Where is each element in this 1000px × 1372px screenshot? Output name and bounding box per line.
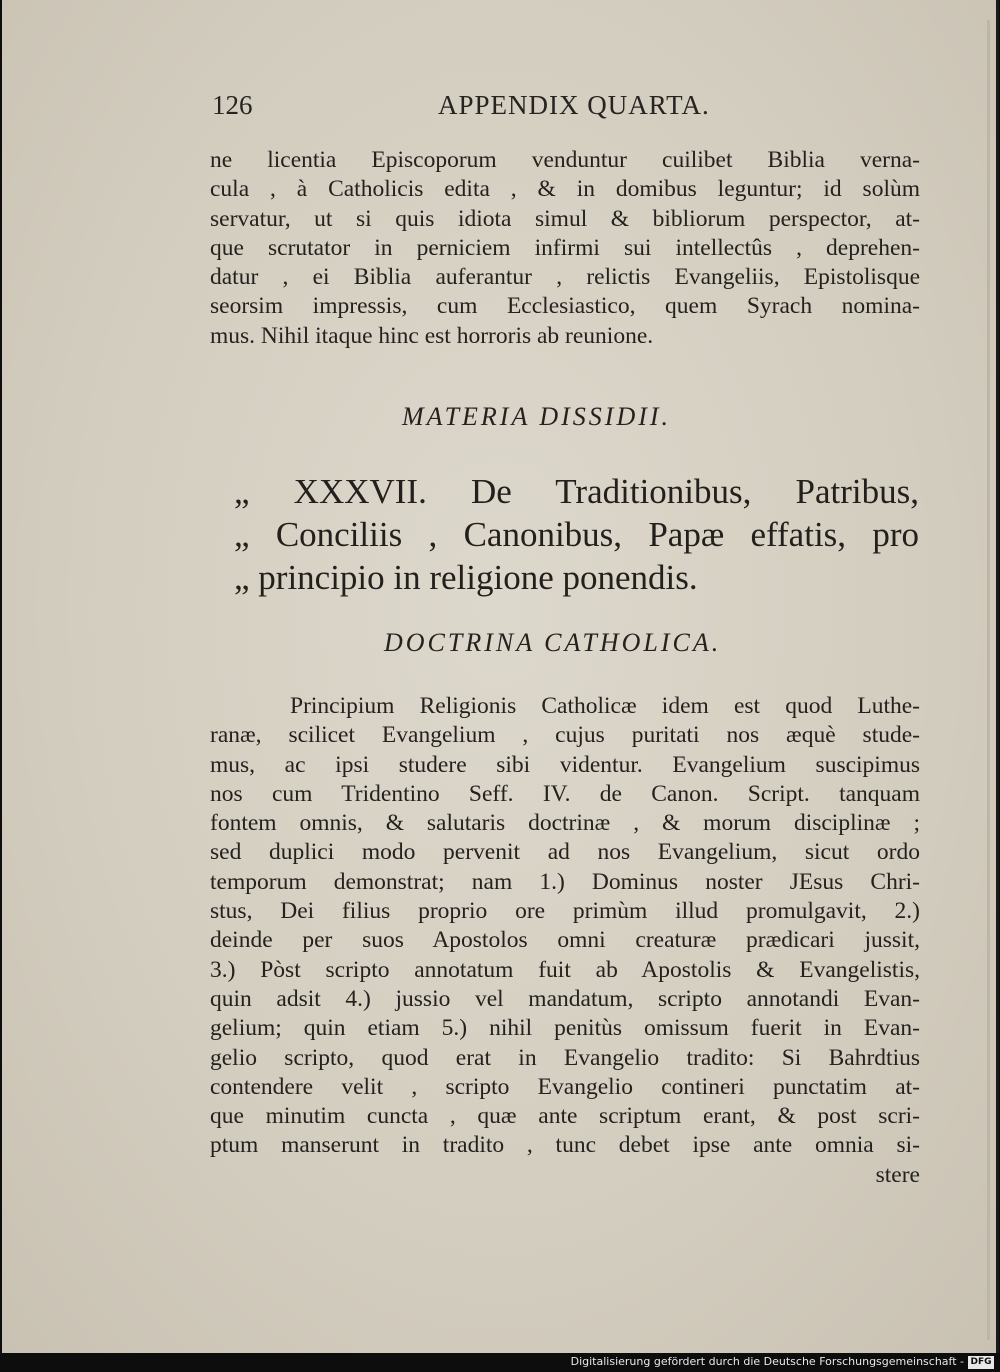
text-line: gelium; quin etiam 5.) nihil penitùs omissum fuerit in Evan-	[210, 1015, 920, 1042]
text-line: datur , ei Biblia auferantur , relictis Evangeliis, Epistolisque	[210, 264, 920, 291]
text-line: mus. Nihil itaque hinc est horroris ab reunione.	[210, 322, 654, 349]
text-line: seorsim impressis, cum Ecclesiastico, quem Syrach nomina-	[210, 293, 920, 320]
text-line: mus, ac ipsi studere sibi videntur. Evangelium suscipimus	[210, 751, 920, 778]
text-line: stus, Dei filius proprio ore primùm illud promulgavit, 2.)	[210, 898, 920, 925]
text-line: nos cum Tridentino Seff. IV. de Canon. Script. tanquam	[210, 780, 920, 807]
text-line: contendere velit , scripto Evangelio contineri punctatim at-	[210, 1073, 920, 1100]
text-line: sed duplici modo pervenit ad nos Evangelium, sicut ordo	[210, 839, 920, 866]
footer-credit: Digitalisierung gefördert durch die Deutsche Forschungsgemeinschaft -	[570, 1355, 964, 1368]
paragraph-2	[210, 692, 920, 1190]
text-line: ranæ, scilicet Evangelium , cujus puritati nos æquè stude-	[210, 722, 920, 749]
text-line: temporum demonstrat; nam 1.) Dominus noster JEsus Chri-	[210, 868, 920, 895]
thesis-line: „ principio in religione ponendis.	[234, 558, 698, 597]
thesis-line: „ Conciliis , Canonibus, Papæ effatis, pro	[234, 515, 919, 554]
text-line: ptum manserunt in tradito , tunc debet ipse ante omnia si-	[210, 1132, 920, 1159]
thesis-statement	[234, 470, 919, 599]
text-line: Principium Religionis Catholicæ idem est quod Luthe-	[290, 693, 920, 719]
text-line: 3.) Pòst scripto annotatum fuit ab Apostolis & Evangelistis,	[210, 956, 920, 983]
heading-doctrina-catholica: DOCTRINA CATHOLICA.	[384, 628, 722, 657]
scanned-page	[2, 0, 999, 1353]
dfg-logo-icon: DFG	[968, 1356, 994, 1369]
running-head	[210, 90, 925, 130]
text-line: que scrutator in perniciem infirmi sui intellectûs , deprehen-	[210, 234, 920, 261]
page-number: 126	[212, 90, 253, 120]
text-line: fontem omnis, & salutaris doctrinæ , & morum disciplinæ ;	[210, 810, 920, 837]
text-line: quin adsit 4.) jussio vel mandatum, scripto annotandi Evan-	[210, 985, 920, 1012]
page-edge	[987, 20, 990, 1340]
text-line: deinde per suos Apostolos omni creaturæ prædicari jussit,	[210, 927, 920, 954]
text-line: gelio scripto, quod erat in Evangelio tradito: Si Bahrdtius	[210, 1044, 920, 1071]
text-line: que minutim cuncta , quæ ante scriptum erant, & post scri-	[210, 1103, 920, 1130]
catchword: stere	[875, 1161, 920, 1188]
heading-materia-dissidii: MATERIA DISSIDII.	[402, 402, 672, 431]
text-line: cula , à Catholicis edita , & in domibus leguntur; id solùm	[210, 176, 920, 203]
text-line: servatur, ut si quis idiota simul & bibliorum perspector, at-	[210, 205, 920, 232]
text-line: ne licentia Episcoporum venduntur cuilibet Biblia verna-	[210, 147, 920, 173]
paragraph-1	[210, 146, 920, 351]
footer-bar	[0, 1353, 1000, 1372]
thesis-line: „ XXXVII. De Traditionibus, Patribus,	[234, 472, 919, 511]
running-title: APPENDIX QUARTA.	[438, 90, 710, 120]
